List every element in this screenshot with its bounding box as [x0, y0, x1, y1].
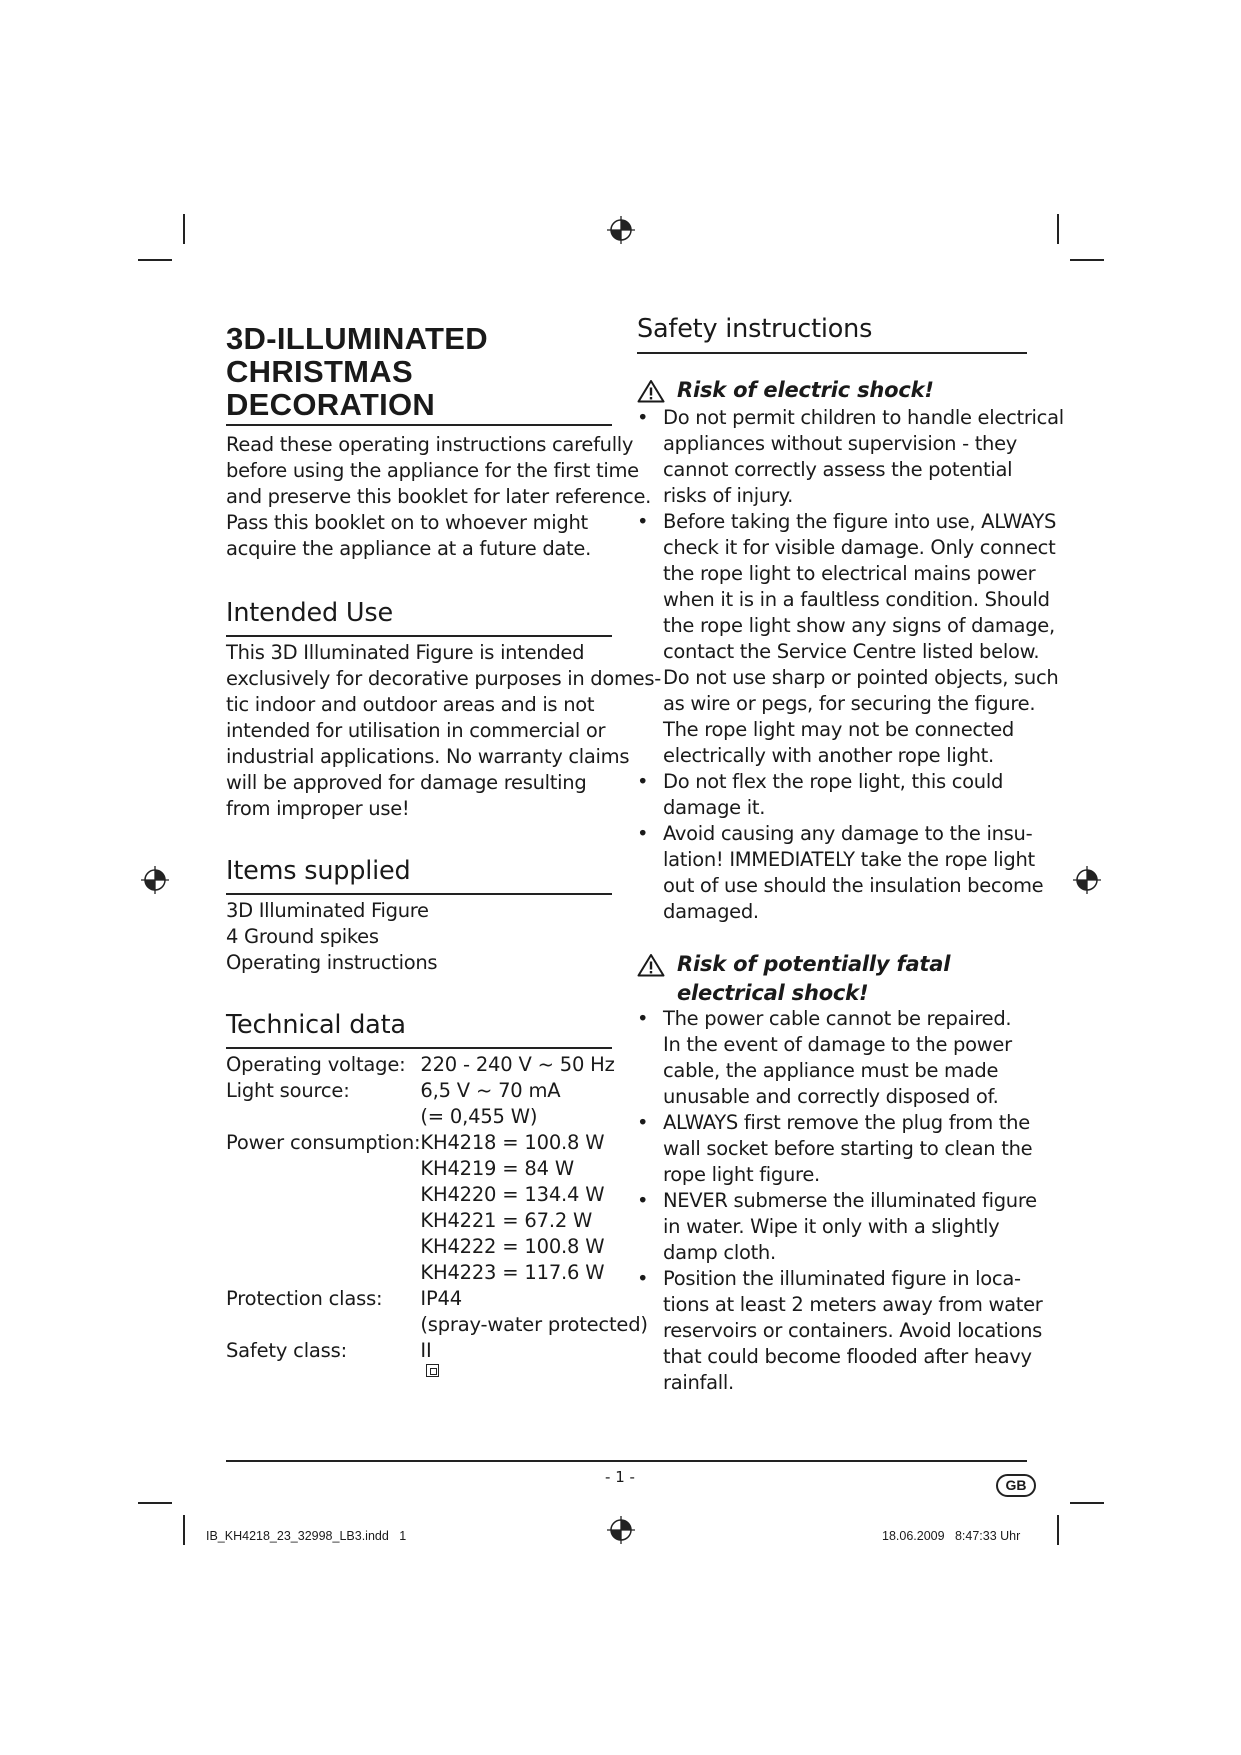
list-item: • NEVER submerse the illuminated figure in water. Wipe it only with a slightly damp cloth.: [637, 1189, 1037, 1264]
table-row: [226, 1338, 648, 1377]
list-item: • Do not permit children to handle electrical appliances without supervision - they cannot correctly assess the potential risks of injury.: [637, 406, 1064, 507]
table-row: [226, 1130, 648, 1286]
safety-class-icon: [426, 1364, 439, 1377]
list-item: • Avoid causing any damage to the insu- lation! IMMEDIATELY take the rope light out of use should the insulation become damaged.: [637, 822, 1044, 923]
list-item: • The power cable cannot be repaired. In the event of damage to the power cable, the appliance must be made unusable and correctly disposed of.: [637, 1007, 1012, 1108]
crop-mark: [1057, 214, 1059, 244]
tech-value: KH4218 = 100.8 W KH4219 = 84 W KH4220 = 134.4 W KH4221 = 67.2 W KH4222 = 100.8 W KH4223 = 117.6 W: [420, 1131, 605, 1284]
list-item: Operating instructions: [226, 951, 438, 974]
warning-icon: [637, 379, 665, 403]
title-rule: [226, 424, 612, 426]
warning-icon: [637, 953, 665, 977]
registration-mark-icon: [141, 866, 169, 894]
safety-list-1: [637, 405, 1064, 925]
safety-list-2: [637, 1006, 1043, 1396]
warning-fatal-shock: Risk of potentially fatal electrical shock!: [637, 950, 950, 1008]
tech-label: Protection class:: [226, 1287, 383, 1310]
title-line: 3D-ILLUMINATED: [226, 321, 488, 356]
crop-mark: [1070, 1502, 1104, 1504]
intro-paragraph: Read these operating instructions carefully before using the appliance for the first time and preserve this booklet for later reference. Pass this booklet on to whoever might acquire the appliance at a future date.: [226, 433, 652, 560]
intended-use-paragraph: This 3D Illuminated Figure is intended exclusively for decorative purposes in domes- tic indoor and outdoor areas and is not intended for utilisation in commercial or industrial applications. No warranty claims will be approved for damage resulting from improper use!: [226, 641, 661, 820]
list-item: • ALWAYS first remove the plug from the wall socket before starting to clean the rope light figure.: [637, 1111, 1033, 1186]
table-row: [226, 1052, 648, 1078]
tech-label: Power consumption:: [226, 1131, 421, 1154]
crop-mark: [1057, 1515, 1059, 1545]
intended-use-heading: Intended Use: [226, 598, 393, 628]
crop-mark: [138, 1502, 172, 1504]
table-row: [226, 1286, 648, 1338]
intended-use-rule: [226, 635, 612, 637]
list-item: 4 Ground spikes: [226, 925, 379, 948]
safety-rule: [637, 352, 1027, 354]
tech-value: II: [420, 1338, 647, 1377]
tech-label: Operating voltage:: [226, 1053, 406, 1076]
technical-data-rule: [226, 1047, 612, 1049]
registration-mark-icon: [607, 1516, 635, 1544]
safety-heading: Safety instructions: [637, 314, 873, 344]
file-slug: IB_KH4218_23_32998_LB3.indd 1: [206, 1529, 407, 1543]
footer-rule: [226, 1460, 1027, 1462]
page-title: [226, 322, 606, 421]
tech-label: Safety class:: [226, 1339, 347, 1362]
title-line: CHRISTMAS: [226, 354, 413, 389]
technical-data-table: [226, 1052, 648, 1377]
table-row: [226, 1078, 648, 1130]
crop-mark: [183, 214, 185, 244]
registration-mark-icon: [607, 216, 635, 244]
tech-value: 6,5 V ~ 70 mA (= 0,455 W): [420, 1079, 561, 1128]
language-badge: GB: [996, 1474, 1036, 1497]
tech-value: 220 - 240 V ~ 50 Hz: [420, 1053, 615, 1076]
list-item: 3D Illuminated Figure: [226, 899, 429, 922]
crop-mark: [183, 1515, 185, 1545]
crop-mark: [138, 259, 172, 261]
warning-electric-shock: Risk of electric shock!: [637, 376, 934, 405]
list-item: • Position the illuminated figure in loca- tions at least 2 meters away from water reservoirs or containers. Avoid locations that could become flooded after heavy rainfall.: [637, 1267, 1043, 1394]
title-line: DECORATION: [226, 387, 436, 422]
list-item: • Do not flex the rope light, this could damage it.: [637, 770, 1004, 819]
page-number: - 1 -: [605, 1468, 635, 1486]
crop-mark: [1070, 259, 1104, 261]
tech-value: IP44 (spray-water protected): [420, 1287, 648, 1336]
timestamp: 18.06.2009 8:47:33 Uhr: [882, 1529, 1021, 1543]
tech-label: Light source:: [226, 1079, 350, 1102]
items-supplied-list: [226, 898, 437, 976]
list-item: • Before taking the figure into use, ALWAYS check it for visible damage. Only connect the rope light to electrical mains power when it is in a faultless condition. Should the rope light show any signs of damage, contact the Service Centre listed below. Do not use sharp or pointed objects, such as wire or pegs, for securing the figure. The rope light may not be connected electrically with another rope light.: [637, 510, 1059, 767]
items-supplied-rule: [226, 893, 612, 895]
registration-mark-icon: [1073, 866, 1101, 894]
technical-data-heading: Technical data: [226, 1010, 406, 1040]
items-supplied-heading: Items supplied: [226, 856, 411, 886]
